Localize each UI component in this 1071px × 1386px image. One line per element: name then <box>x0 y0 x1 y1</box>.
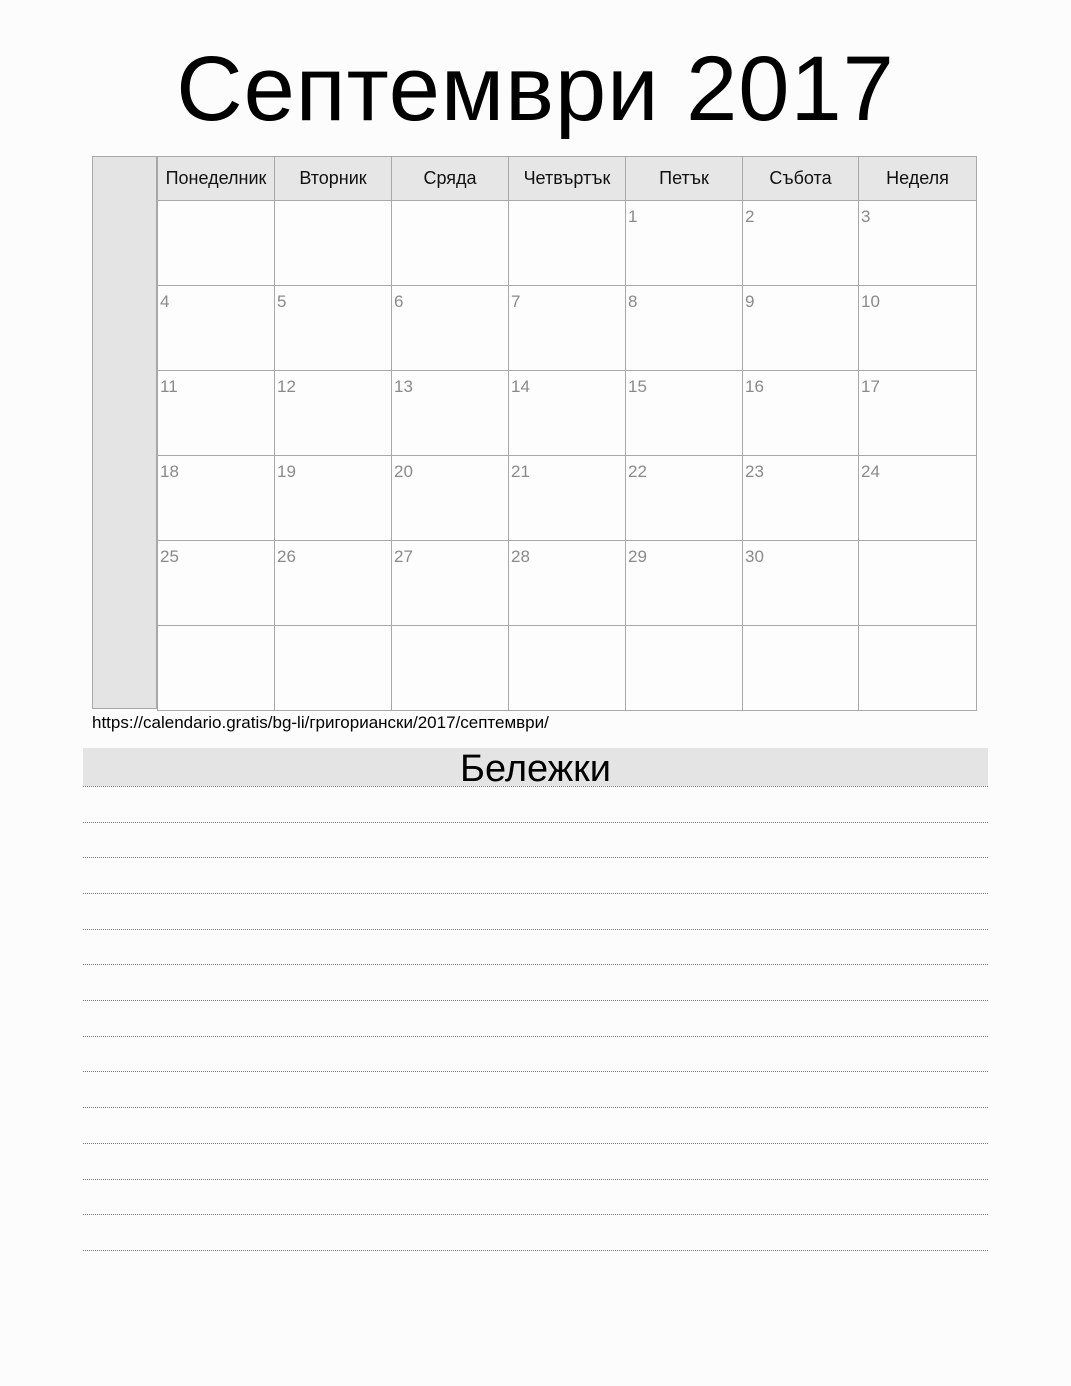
notes-header <box>83 748 988 790</box>
day-number <box>509 201 625 207</box>
week-row <box>158 201 977 286</box>
week-row <box>158 371 977 456</box>
day-number: 2 <box>745 207 755 226</box>
day-number: 22 <box>628 462 647 481</box>
day-cell <box>859 286 977 371</box>
weekday-header-saturday: Събота <box>743 157 859 201</box>
day-number <box>509 626 625 632</box>
day-number: 10 <box>861 292 880 311</box>
day-cell <box>275 201 392 286</box>
weekday-header-sunday: Неделя <box>859 157 977 201</box>
note-line <box>83 1214 988 1215</box>
day-number <box>158 201 274 207</box>
note-line <box>83 857 988 858</box>
calendar-grid <box>157 156 977 711</box>
day-number: 30 <box>745 547 764 566</box>
day-number: 26 <box>277 547 296 566</box>
day-cell <box>509 626 626 711</box>
day-number: 7 <box>511 292 521 311</box>
week-number-column <box>92 156 157 709</box>
weekday-header-thursday: Четвъртък <box>509 157 626 201</box>
day-number: 28 <box>511 547 530 566</box>
day-cell <box>743 286 859 371</box>
day-cell <box>859 626 977 711</box>
day-cell <box>509 286 626 371</box>
note-line <box>83 1071 988 1072</box>
day-number: 15 <box>628 377 647 396</box>
day-cell <box>626 371 743 456</box>
note-line <box>83 822 988 823</box>
note-line <box>83 1107 988 1108</box>
day-number: 18 <box>160 462 179 481</box>
day-number: 27 <box>394 547 413 566</box>
week-row <box>158 541 977 626</box>
day-cell <box>509 541 626 626</box>
note-line <box>83 929 988 930</box>
weekday-header-monday: Понеделник <box>158 157 275 201</box>
source-url-link[interactable]: https://calendario.gratis/bg-li/григориански/2017/септември/ <box>92 713 549 732</box>
week-row <box>158 456 977 541</box>
day-number: 24 <box>861 462 880 481</box>
note-line <box>83 786 988 787</box>
day-number: 1 <box>628 207 638 226</box>
day-number: 14 <box>511 377 530 396</box>
day-cell <box>158 371 275 456</box>
day-cell <box>626 286 743 371</box>
day-cell <box>392 626 509 711</box>
note-line <box>83 1179 988 1180</box>
day-cell <box>859 371 977 456</box>
note-line <box>83 1000 988 1001</box>
day-number <box>626 626 742 632</box>
day-cell <box>626 456 743 541</box>
week-row <box>158 626 977 711</box>
day-cell <box>743 201 859 286</box>
weekday-header-friday: Петък <box>626 157 743 201</box>
day-number <box>859 626 976 632</box>
note-line <box>83 1036 988 1037</box>
day-cell <box>626 201 743 286</box>
day-number: 25 <box>160 547 179 566</box>
day-number: 16 <box>745 377 764 396</box>
month-calendar <box>92 156 976 709</box>
day-cell <box>743 456 859 541</box>
day-cell <box>859 456 977 541</box>
day-number <box>158 626 274 632</box>
day-number: 5 <box>277 292 287 311</box>
day-number: 13 <box>394 377 413 396</box>
weekday-header-row <box>158 157 977 201</box>
day-number <box>392 626 508 632</box>
day-cell <box>509 371 626 456</box>
calendar-title: Септември 2017 <box>176 38 895 140</box>
week-row <box>158 286 977 371</box>
day-cell <box>275 456 392 541</box>
day-cell <box>392 286 509 371</box>
day-number: 4 <box>160 292 170 311</box>
day-number: 21 <box>511 462 530 481</box>
day-number: 11 <box>160 377 178 396</box>
day-cell <box>509 201 626 286</box>
day-cell <box>509 456 626 541</box>
day-number: 12 <box>277 377 296 396</box>
day-cell <box>743 371 859 456</box>
day-cell <box>275 371 392 456</box>
day-cell <box>626 541 743 626</box>
day-number: 19 <box>277 462 296 481</box>
day-number <box>275 626 391 632</box>
day-number: 8 <box>628 292 638 311</box>
day-cell <box>859 201 977 286</box>
day-cell <box>275 626 392 711</box>
day-number <box>392 201 508 207</box>
day-cell <box>859 541 977 626</box>
day-cell <box>158 541 275 626</box>
day-cell <box>275 286 392 371</box>
day-number: 29 <box>628 547 647 566</box>
day-number: 3 <box>861 207 871 226</box>
day-number: 23 <box>745 462 764 481</box>
day-cell <box>275 541 392 626</box>
weekday-header-tuesday: Вторник <box>275 157 392 201</box>
note-line <box>83 893 988 894</box>
day-number <box>743 626 858 632</box>
day-number: 20 <box>394 462 413 481</box>
day-cell <box>392 201 509 286</box>
day-number: 9 <box>745 292 755 311</box>
weekday-header-wednesday: Сряда <box>392 157 509 201</box>
note-line <box>83 1250 988 1251</box>
day-cell <box>392 371 509 456</box>
day-number <box>859 541 976 547</box>
day-cell <box>392 456 509 541</box>
day-cell <box>392 541 509 626</box>
day-number: 6 <box>394 292 404 311</box>
day-cell <box>743 626 859 711</box>
day-cell <box>743 541 859 626</box>
day-cell <box>158 456 275 541</box>
note-line <box>83 1143 988 1144</box>
day-cell <box>626 626 743 711</box>
day-cell <box>158 286 275 371</box>
notes-title: Бележки <box>460 748 611 790</box>
day-cell <box>158 201 275 286</box>
day-cell <box>158 626 275 711</box>
day-number: 17 <box>861 377 880 396</box>
note-line <box>83 964 988 965</box>
day-number <box>275 201 391 207</box>
